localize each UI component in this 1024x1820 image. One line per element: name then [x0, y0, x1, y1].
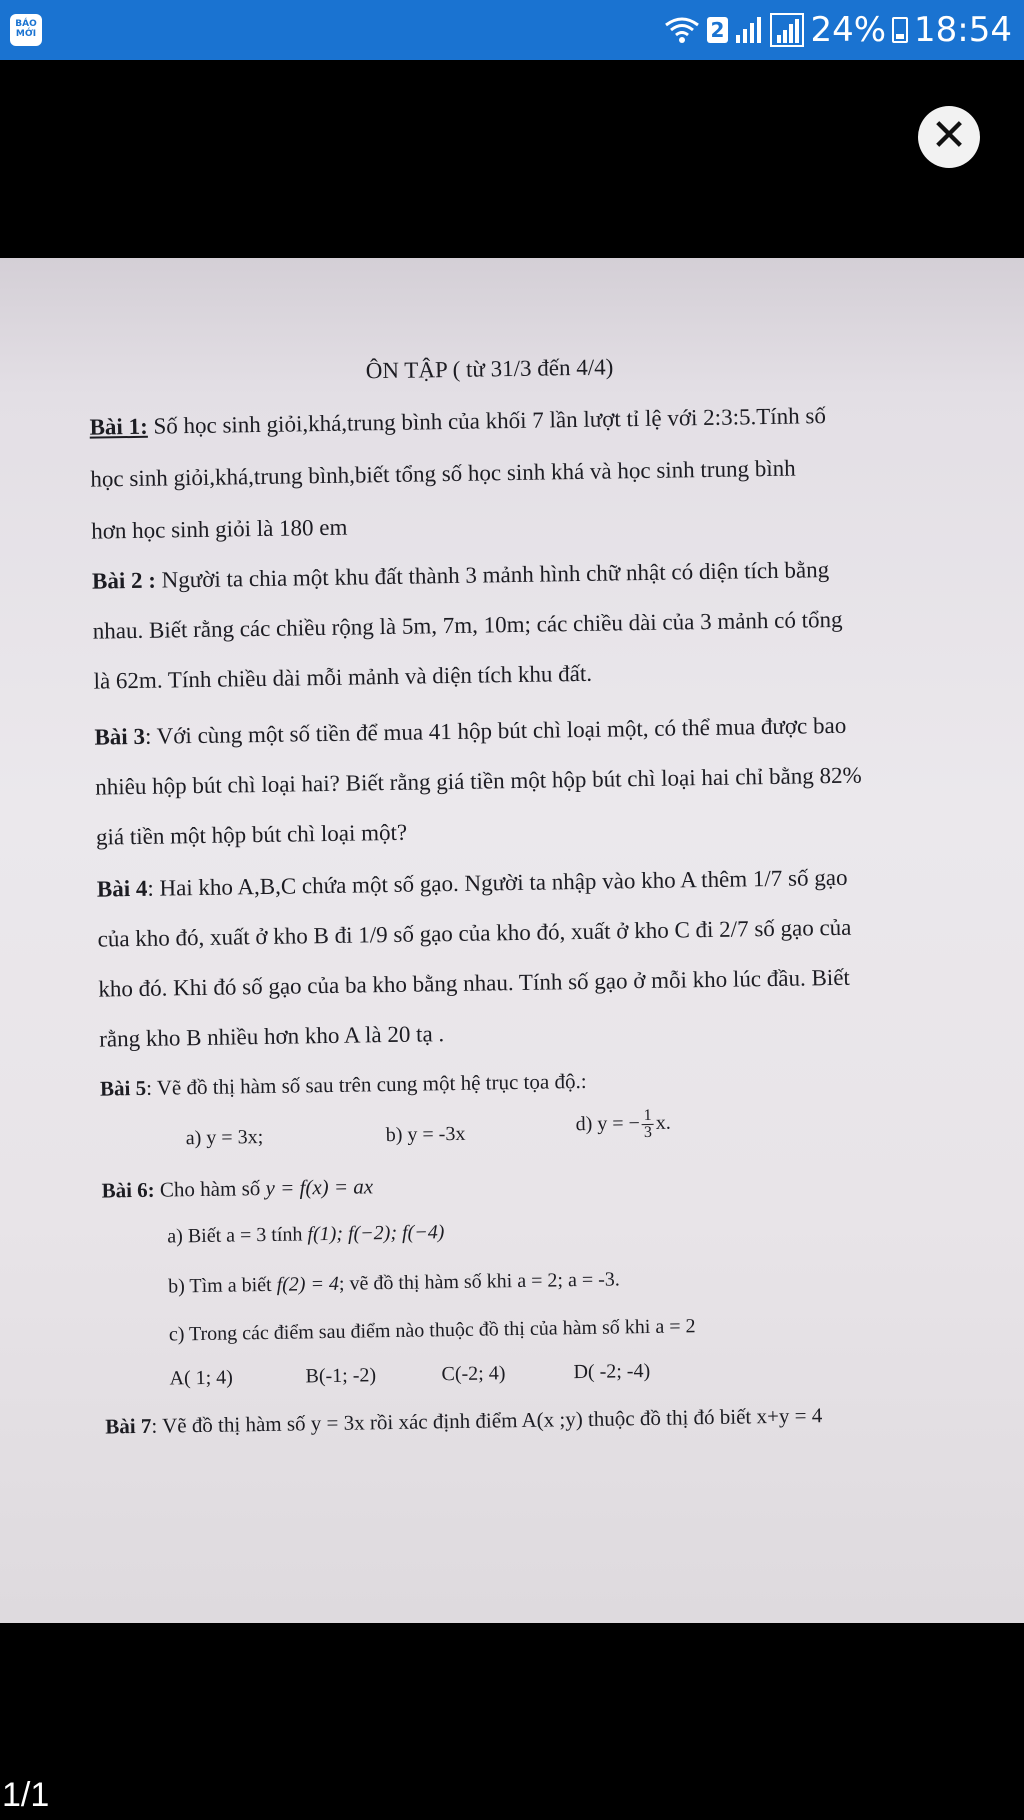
battery-icon	[892, 17, 908, 43]
bai3-line2: nhiêu hộp bút chì loại hai? Biết rằng giá tiền một hộp bút chì loại hai chỉ bằng 82%	[95, 762, 862, 800]
bai4-line4: rằng kho B nhiều hơn kho A là 20 tạ .	[99, 1021, 445, 1052]
bai2-line3: là 62m. Tính chiều dài mỗi mảnh và diện tích khu đất.	[93, 660, 593, 694]
wifi-icon	[663, 15, 701, 45]
sim-badge: 2	[707, 17, 729, 43]
bai6-part-a	[167, 1221, 444, 1248]
bai1-text: Số học sinh giỏi,khá,trung bình của khối 7 lần lượt tỉ lệ với 2:3:5.Tính số	[153, 403, 827, 439]
signal-icon	[770, 13, 804, 47]
bai5-line1	[100, 1069, 587, 1102]
page-indicator: 1/1	[2, 1776, 50, 1814]
status-icons	[663, 0, 1012, 60]
page-title: ÔN TẬP ( từ 31/3 đến 4/4)	[365, 354, 614, 384]
bai6-b-formula: f(2) = 4	[276, 1272, 340, 1296]
signal-icon	[734, 15, 764, 45]
bai2-line2: nhau. Biết rằng các chiều rộng là 5m, 7m, 10m; các chiều dài của 3 mảnh có tổng	[92, 606, 843, 644]
bai6-a-text: a) Biết a = 3 tính	[167, 1223, 303, 1248]
bai4-label: Bài 4	[96, 875, 148, 902]
bai1-line1	[89, 403, 826, 441]
bai6-part-c: c) Trong các điểm sau điểm nào thuộc đồ thị của hàm số khi a = 2	[168, 1315, 696, 1346]
battery-percent: 24%	[810, 10, 887, 50]
bai4-line2: của kho đó, xuất ở kho B đi 1/9 số gạo của kho đó, xuất ở kho C đi 2/7 số gạo của	[97, 914, 852, 952]
fraction-denominator: 3	[643, 1123, 653, 1142]
bai4-line3: kho đó. Khi đó số gạo của ba kho bằng nhau. Tính số gạo ở mỗi kho lúc đầu. Biết	[98, 964, 851, 1002]
bai6-point-c: C(-2; 4)	[441, 1362, 506, 1386]
fraction	[642, 1108, 655, 1141]
document-page	[0, 250, 1024, 1631]
clock: 18:54	[914, 10, 1012, 50]
bai2-line1	[92, 557, 829, 595]
bai6-part-b	[168, 1268, 620, 1298]
bai6-a-formula: f(1); f(−2); f(−4)	[307, 1221, 445, 1246]
bai5-text: : Vẽ đồ thị hàm số sau trên cung một hệ trục tọa độ.:	[145, 1068, 587, 1100]
document-photo	[0, 258, 1024, 1623]
bai7-label: Bài 7	[105, 1413, 152, 1439]
app-logo-icon: BÁO MỚI	[10, 14, 42, 46]
bai1-line3: hơn học sinh giỏi là 180 em	[91, 514, 348, 544]
bai6-point-d: D( -2; -4)	[573, 1359, 651, 1384]
bai6-b-rest: ; vẽ đồ thị hàm số khi a = 2; a = -3.	[338, 1268, 620, 1295]
bai5-option-d	[575, 1108, 671, 1142]
bai7-text: : Vẽ đồ thị hàm số y = 3x rồi xác định điểm A(x ;y) thuộc đồ thị đó biết x+y = 4	[151, 1403, 823, 1438]
bai5-d-suffix: x.	[655, 1111, 671, 1134]
bai1-label: Bài 1:	[89, 413, 148, 440]
fraction-numerator: 1	[642, 1108, 654, 1125]
bai5-label: Bài 5	[99, 1075, 147, 1101]
bai7-line1	[105, 1403, 822, 1439]
bai5-option-b: b) y = -3x	[385, 1122, 466, 1147]
bai3-line3: giá tiền một hộp bút chì loại một?	[95, 819, 408, 850]
bai6-text: Cho hàm số	[159, 1176, 261, 1202]
bai2-text: Người ta chia một khu đất thành 3 mảnh hình chữ nhật có diện tích bằng	[161, 557, 830, 593]
bai6-point-b: B(-1; -2)	[305, 1364, 377, 1388]
close-button[interactable]: ✕	[918, 106, 980, 168]
bai6-formula: y = f(x) = ax	[265, 1174, 374, 1200]
bai3-label: Bài 3	[94, 723, 146, 750]
bai6-b-text: b) Tìm a biết	[167, 1273, 272, 1298]
bai5-option-a: a) y = 3x;	[185, 1126, 264, 1150]
bai6-point-a: A( 1; 4)	[169, 1366, 234, 1390]
bai4-line1	[97, 865, 848, 903]
bai3-line1	[94, 713, 846, 751]
bai6-line1	[101, 1174, 373, 1203]
bai2-label: Bài 2 :	[91, 567, 157, 594]
bai5-d-prefix: d) y = −	[575, 1112, 640, 1136]
bai6-label: Bài 6:	[101, 1177, 155, 1203]
bai3-text: : Với cùng một số tiền để mua 41 hộp bút chì loại một, có thể mua được bao	[144, 712, 847, 749]
status-bar	[0, 0, 1024, 60]
bai1-line2: học sinh giỏi,khá,trung bình,biết tổng số học sinh khá và học sinh trung bình	[90, 455, 796, 492]
bai4-text: : Hai kho A,B,C chứa một số gạo. Người ta nhập vào kho A thêm 1/7 số gạo	[147, 864, 848, 901]
